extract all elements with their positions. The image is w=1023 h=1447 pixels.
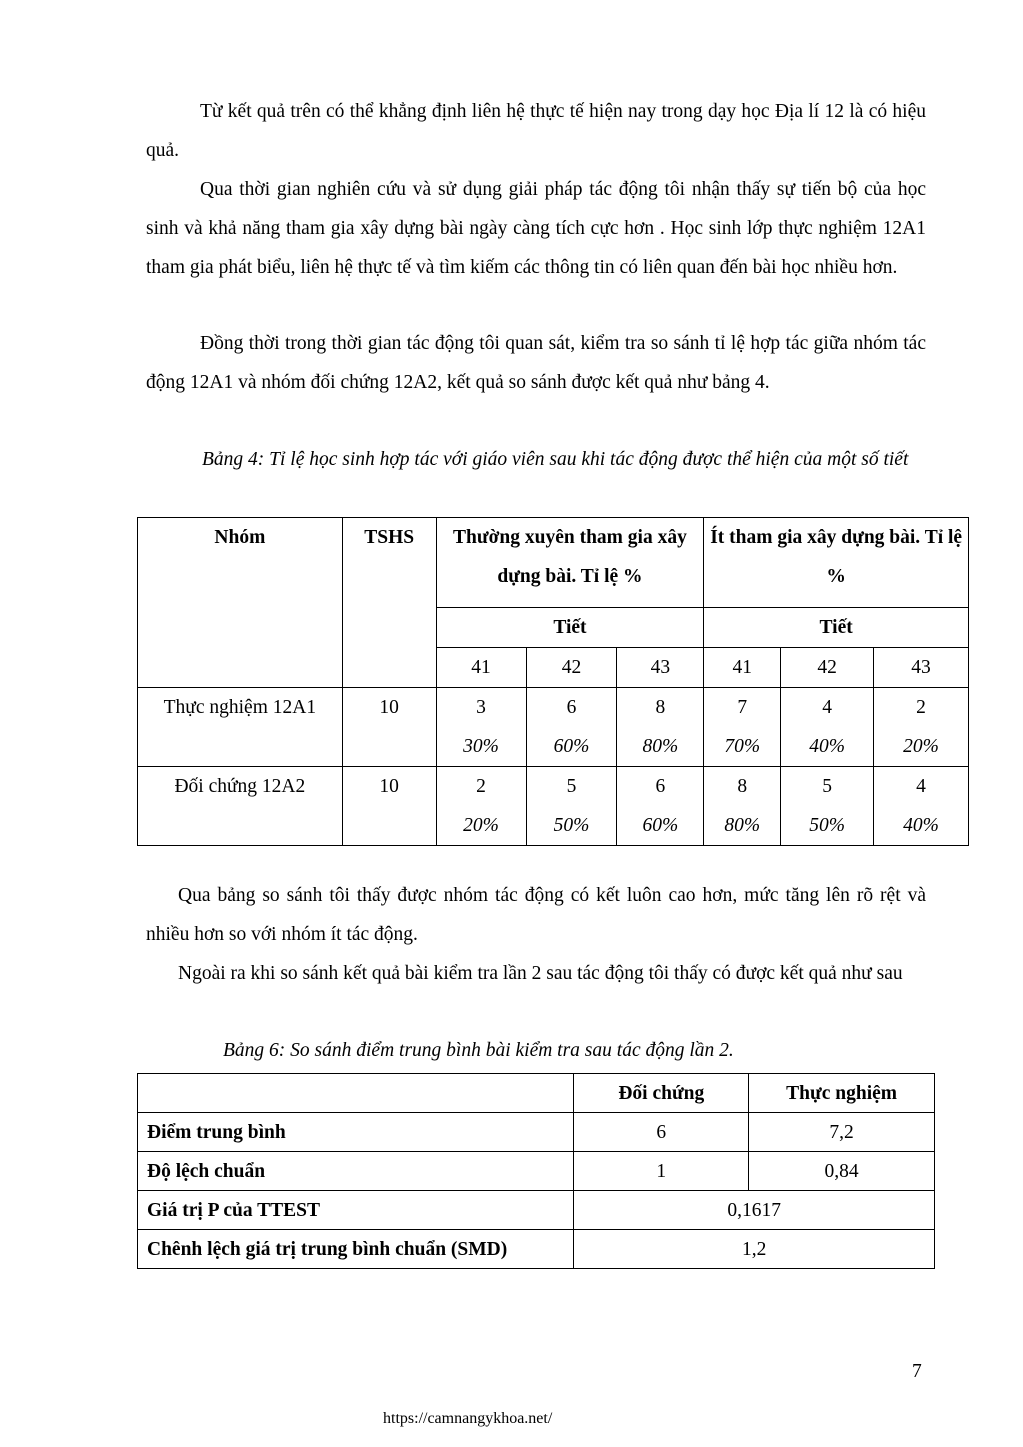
group-cell: Thực nghiệm 12A1: [138, 688, 343, 767]
paragraph-1: Từ kết quả trên có thể khẳng định liên hệ thực tế hiện nay trong dạy học Địa lí 12 là có hiệu quả.: [146, 101, 926, 161]
header-experiment: Thực nghiệm: [749, 1074, 935, 1113]
period-cell: 41: [704, 648, 781, 688]
value-cell: [874, 767, 969, 846]
smd-value: 1,2: [574, 1230, 935, 1269]
count-value: 4: [916, 776, 926, 797]
period-cell: 41: [436, 648, 526, 688]
table-row: [138, 1230, 935, 1269]
p-value-label: Giá trị P của TTEST: [138, 1191, 574, 1230]
table-row: [138, 1152, 935, 1191]
count-value: 8: [737, 776, 748, 797]
period-cell: 42: [781, 648, 874, 688]
sd-label: Độ lệch chuẩn: [138, 1152, 574, 1191]
table-row: [138, 1113, 935, 1152]
value-cell: [874, 688, 969, 767]
period-cell: 43: [874, 648, 969, 688]
count-value: 5: [822, 776, 832, 797]
paragraph-2: Qua thời gian nghiên cứu và sử dụng giải pháp tác động tôi nhận thấy sự tiến bộ của học sinh và khả năng tham gia xây dựng bài ngày càng tích cực hơn . Học sinh lớp thực nghiệm 12A1 tham gia phát biểu, liên hệ thực tế và tìm kiếm các thông tin có liên quan đến bài học nhiều hơn.: [146, 179, 926, 278]
value-cell: [617, 767, 704, 846]
count-value: 7: [737, 697, 748, 718]
table6-caption: Bảng 6: So sánh điểm trung bình bài kiểm tra sau tác động lần 2.: [223, 1040, 734, 1061]
mean-experiment: 7,2: [749, 1113, 935, 1152]
sd-control: 1: [574, 1152, 749, 1191]
smd-label: Chênh lệch giá trị trung bình chuẩn (SMD): [138, 1230, 574, 1269]
tshs-cell: 10: [342, 767, 436, 846]
count-value: 6: [566, 697, 577, 718]
percent-value: 20%: [463, 815, 499, 836]
tshs-cell: 10: [342, 688, 436, 767]
percent-value: 50%: [553, 815, 590, 836]
percent-value: 60%: [553, 736, 590, 757]
sd-experiment: 0,84: [749, 1152, 935, 1191]
value-cell: [617, 688, 704, 767]
value-cell: [781, 767, 874, 846]
count-value: 5: [566, 776, 577, 797]
count-value: 2: [916, 697, 926, 718]
percent-value: 60%: [642, 815, 679, 836]
footer-url[interactable]: https://camnangykhoa.net/: [383, 1410, 553, 1427]
header-group: Nhóm: [138, 518, 343, 688]
table-row: [138, 688, 969, 767]
p-value: 0,1617: [574, 1191, 935, 1230]
paragraph-3: Đồng thời trong thời gian tác động tôi quan sát, kiểm tra so sánh tỉ lệ hợp tác giữa nhóm tác động 12A1 và nhóm đối chứng 12A2, kết quả so sánh được kết quả như bảng 4.: [146, 333, 926, 393]
percent-value: 80%: [642, 736, 679, 757]
group-cell: Đối chứng 12A2: [138, 767, 343, 846]
percent-value: 30%: [463, 736, 499, 757]
table-row: [138, 767, 969, 846]
percent-value: 40%: [809, 736, 845, 757]
value-cell: [526, 767, 617, 846]
count-value: 3: [476, 697, 486, 718]
value-cell: [781, 688, 874, 767]
table-row: [138, 1191, 935, 1230]
period-cell: 42: [526, 648, 617, 688]
percent-value: 40%: [903, 815, 939, 836]
mean-label: Điểm trung bình: [138, 1113, 574, 1152]
header-rare: Ít tham gia xây dựng bài. Tỉ lệ %: [704, 518, 969, 608]
header-period-frequent: Tiết: [436, 608, 704, 648]
value-cell: [704, 688, 781, 767]
value-cell: [704, 767, 781, 846]
count-value: 6: [655, 776, 666, 797]
page-number: 7: [912, 1361, 922, 1382]
period-cell: 43: [617, 648, 704, 688]
count-value: 8: [655, 697, 666, 718]
paragraph-5: Ngoài ra khi so sánh kết quả bài kiểm tra lần 2 sau tác động tôi thấy có được kết quả như sau: [178, 963, 903, 984]
empty-header-cell: [138, 1074, 574, 1113]
table-4: [137, 517, 969, 846]
percent-value: 50%: [809, 815, 845, 836]
table-row: [138, 1074, 935, 1113]
count-value: 2: [476, 776, 486, 797]
table4-caption: Bảng 4: Tỉ lệ học sinh hợp tác với giáo viên sau khi tác động được thể hiện của một số tiết: [202, 449, 909, 470]
value-cell: [526, 688, 617, 767]
mean-control: 6: [574, 1113, 749, 1152]
header-period-rare: Tiết: [704, 608, 969, 648]
paragraph-4: Qua bảng so sánh tôi thấy được nhóm tác động có kết luôn cao hơn, mức tăng lên rõ rệt và nhiều hơn so với nhóm ít tác động.: [146, 885, 926, 945]
header-frequent: Thường xuyên tham gia xây dựng bài. Tỉ lệ %: [436, 518, 704, 608]
header-tshs: TSHS: [342, 518, 436, 688]
percent-value: 70%: [724, 736, 761, 757]
count-value: 4: [822, 697, 832, 718]
percent-value: 80%: [724, 815, 761, 836]
percent-value: 20%: [903, 736, 939, 757]
table-6: [137, 1073, 935, 1269]
header-control: Đối chứng: [574, 1074, 749, 1113]
value-cell: [436, 767, 526, 846]
value-cell: [436, 688, 526, 767]
